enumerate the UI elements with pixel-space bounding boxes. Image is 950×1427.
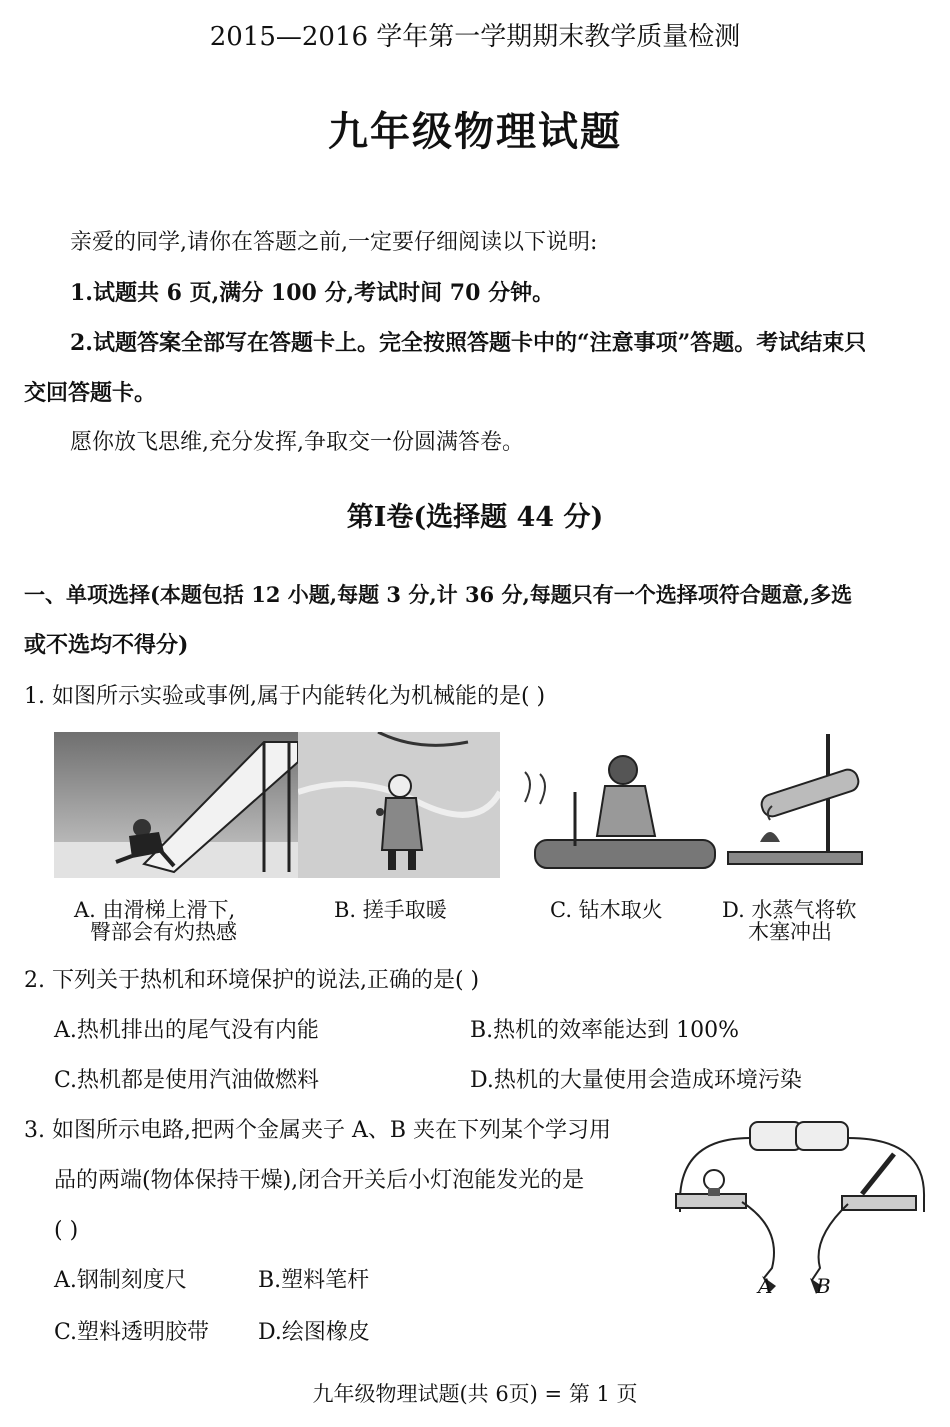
q2-option-c: C.热机都是使用汽油做燃料 — [54, 1068, 320, 1093]
part-one-heading: 一、单项选择(本题包括 12 小题,每题 3 分,计 36 分,每题只有一个选择项符合题意,多选 — [24, 582, 853, 607]
page-title: 九年级物理试题 — [328, 108, 622, 155]
question-3-stem: 3. 如图所示电路,把两个金属夹子 A、B 夹在下列某个学习用 — [24, 1118, 612, 1143]
q3-option-d: D.绘图橡皮 — [258, 1320, 370, 1345]
instructions-intro: 亲爱的同学,请你在答题之前,一定要仔细阅读以下说明: — [70, 230, 598, 255]
q1-option-d-cont: 木塞冲出 — [748, 920, 832, 944]
q1-image-drill-wood — [505, 732, 719, 878]
q3-circuit-diagram — [672, 1118, 940, 1308]
question-2-stem: 2. 下列关于热机和环境保护的说法,正确的是( ) — [24, 968, 480, 993]
clip-label-a: A — [758, 1274, 773, 1298]
exam-header-line: 2015—2016 学年第一学期期末教学质量检测 — [209, 22, 741, 52]
clip-label-b: B — [816, 1274, 831, 1298]
q1-option-d: D. 水蒸气将软 — [722, 898, 857, 922]
part-one-heading-cont: 或不选均不得分) — [24, 632, 189, 658]
q1-image-slide — [54, 732, 298, 878]
q1-option-a-cont: 臀部会有灼热感 — [90, 920, 237, 944]
page-footer: 九年级物理试题(共 6页) = 第 1 页 — [312, 1382, 638, 1406]
question-3-stem-paren: ( ) — [54, 1218, 79, 1243]
q2-option-b: B.热机的效率能达到 100% — [470, 1018, 740, 1043]
question-1-stem: 1. 如图所示实验或事例,属于内能转化为机械能的是( ) — [24, 684, 546, 709]
q1-option-a: A. 由滑梯上滑下, — [74, 898, 236, 922]
q2-option-d: D.热机的大量使用会造成环境污染 — [470, 1068, 802, 1093]
q2-option-a: A.热机排出的尾气没有内能 — [54, 1018, 319, 1043]
q3-option-b: B.塑料笔杆 — [258, 1268, 370, 1293]
q3-option-a: A.钢制刻度尺 — [54, 1268, 187, 1293]
instructions-item-1: 1.试题共 6 页,满分 100 分,考试时间 70 分钟。 — [70, 280, 555, 306]
instructions-wish: 愿你放飞思维,充分发挥,争取交一份圆满答卷。 — [70, 430, 524, 455]
section-title: 第Ⅰ卷(选择题 44 分) — [346, 502, 604, 533]
instructions-item-2-cont: 交回答题卡。 — [24, 380, 157, 406]
q1-option-c: C. 钻木取火 — [550, 898, 663, 922]
q1-image-steam-cork — [720, 732, 872, 878]
question-3-stem-cont: 品的两端(物体保持干燥),闭合开关后小灯泡能发光的是 — [54, 1168, 585, 1193]
q3-option-c: C.塑料透明胶带 — [54, 1320, 210, 1345]
q1-option-b: B. 搓手取暖 — [334, 898, 447, 922]
q1-image-rub-hands — [298, 732, 500, 878]
instructions-item-2: 2.试题答案全部写在答题卡上。完全按照答题卡中的“注意事项”答题。考试结束只 — [70, 330, 867, 356]
